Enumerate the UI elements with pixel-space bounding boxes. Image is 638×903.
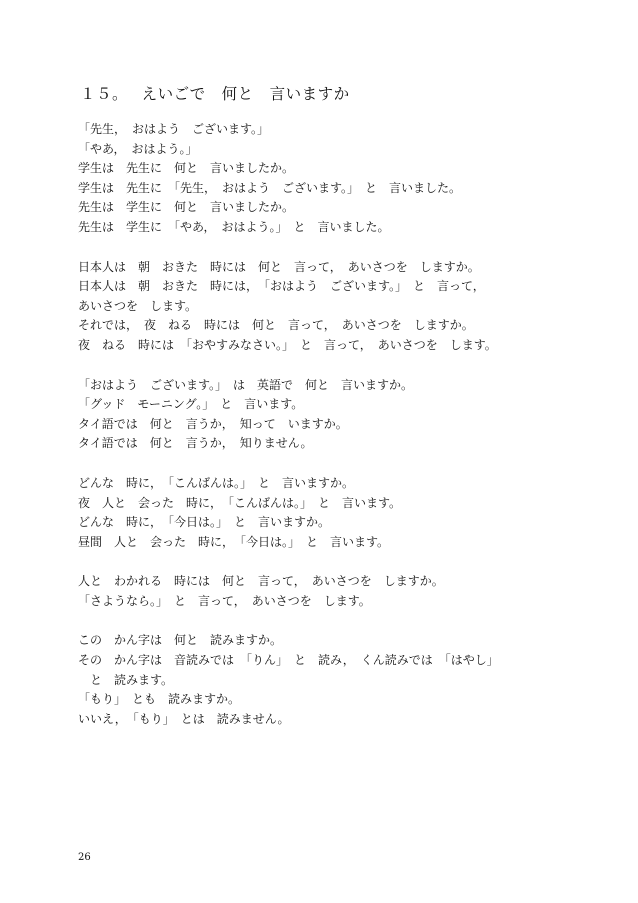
text-line: 日本人は 朝 おきた 時には 何と 言って， あいさつを しますか。	[78, 259, 480, 274]
text-line: 「先生， おはよう ございます。」	[78, 122, 270, 136]
text-line: 「もり」 とも 読みますか。	[78, 692, 241, 707]
text-line: 「やあ， おはよう。」	[78, 141, 198, 156]
text-line: 夜 ねる 時には 「おやすみなさい。」 と 言って， あいさつを します。	[78, 337, 497, 352]
text-line: 学生は 先生に 何と 言いましたか。	[78, 161, 295, 176]
text-line: その かん字は 音読みでは 「りん」 と 読み， くん読みでは 「はやし」	[78, 653, 499, 668]
text-line: 昼間 人と 会った 時に， 「今日は。」 と 言います。	[78, 534, 390, 549]
text-line: 人と わかれる 時には 何と 言って， あいさつを しますか。	[78, 574, 444, 589]
text-line: 「さようなら。」 と 言って， あいさつを します。	[78, 593, 371, 608]
paragraph-japanese-greetings	[78, 258, 578, 356]
text-line: どんな 時に， 「今日は。」 と 言いますか。	[78, 515, 331, 530]
text-line: 「グッド モーニング。」 と 言います。	[78, 397, 304, 412]
text-line: それでは， 夜 ねる 時には 何と 言って， あいさつを しますか。	[78, 318, 474, 333]
paragraph-english-thai	[78, 376, 578, 454]
paragraph-evening-daytime	[78, 474, 578, 552]
text-line: あいさつを します。	[78, 298, 198, 313]
paragraph-kanji-reading	[78, 631, 578, 729]
text-line: 夜 人と 会った 時に， 「こんばんは。」 と 言います。	[78, 495, 402, 510]
text-line: と 読みます。	[78, 672, 174, 687]
text-line: 日本人は 朝 おきた 時には， 「おはよう ございます。」 と 言って，	[78, 279, 485, 294]
text-line: この かん字は 何と 読みますか。	[78, 633, 283, 648]
paragraph-greeting-dialogue	[78, 120, 578, 238]
text-line: タイ語では 何と 言うか， 知りません。	[78, 436, 313, 451]
section-title: １５。 えいごで 何と 言いますか	[80, 85, 350, 103]
text-line: どんな 時に， 「こんばんは。」 と 言いますか。	[78, 475, 355, 490]
text-line: 先生は 学生に 「やあ， おはよう。」 と 言いました。	[78, 219, 390, 234]
text-line: タイ語では 何と 言うか， 知って いますか。	[78, 416, 348, 431]
paragraph-farewell	[78, 572, 578, 611]
text-line: 学生は 先生に 「先生， おはよう ございます。」 と 言いました。	[78, 180, 462, 195]
text-line: 先生は 学生に 何と 言いましたか。	[78, 200, 295, 215]
text-line: 「おはよう ございます。」 は 英語で 何と 言いますか。	[78, 377, 414, 392]
body-text	[78, 120, 578, 749]
page-number: 26	[78, 852, 91, 863]
text-line: いいえ， 「もり」 とは 読みません。	[78, 711, 290, 726]
